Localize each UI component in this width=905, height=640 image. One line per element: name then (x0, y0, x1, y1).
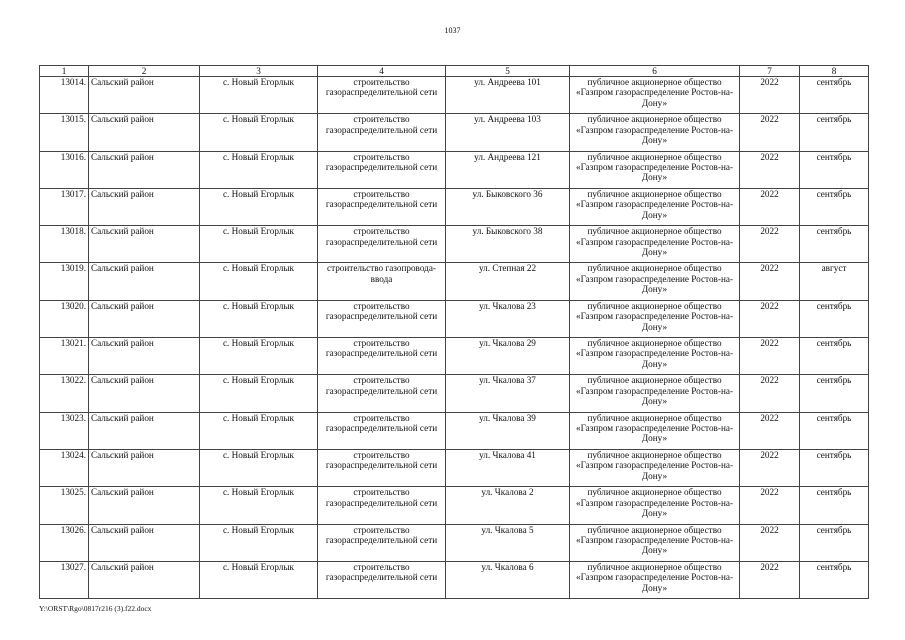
month-cell: сентябрь (800, 151, 869, 188)
header-row (40, 66, 869, 77)
work-type-cell: строительство газораспределительной сети (318, 188, 446, 225)
organization-cell: публичное акционерное общество «Газпром газораспределение Ростов-на-Дону» (570, 77, 740, 114)
row-number: 13014. (40, 77, 89, 114)
district-cell: Сальский район (89, 226, 200, 263)
row-number: 13016. (40, 151, 89, 188)
row-number: 13021. (40, 338, 89, 375)
year-cell: 2022 (740, 114, 800, 151)
month-cell: сентябрь (800, 524, 869, 561)
table-row (40, 561, 869, 598)
address-cell: ул. Чкалова 6 (446, 561, 570, 598)
data-table (39, 65, 869, 599)
year-cell: 2022 (740, 77, 800, 114)
district-cell: Сальский район (89, 114, 200, 151)
address-cell: ул. Чкалова 29 (446, 338, 570, 375)
table-row (40, 77, 869, 114)
address-cell: ул. Быковского 38 (446, 226, 570, 263)
work-type-cell: строительство газопровода-ввода (318, 263, 446, 300)
locality-cell: с. Новый Егорлык (200, 412, 318, 449)
organization-cell: публичное акционерное общество «Газпром газораспределение Ростов-на-Дону» (570, 263, 740, 300)
locality-cell: с. Новый Егорлык (200, 77, 318, 114)
locality-cell: с. Новый Егорлык (200, 114, 318, 151)
table-row (40, 412, 869, 449)
district-cell: Сальский район (89, 561, 200, 598)
work-type-cell: строительство газораспределительной сети (318, 412, 446, 449)
row-number: 13018. (40, 226, 89, 263)
row-number: 13022. (40, 375, 89, 412)
district-cell: Сальский район (89, 151, 200, 188)
month-cell: сентябрь (800, 375, 869, 412)
year-cell: 2022 (740, 375, 800, 412)
month-cell: август (800, 263, 869, 300)
row-number: 13026. (40, 524, 89, 561)
table-row (40, 338, 869, 375)
address-cell: ул. Андреева 121 (446, 151, 570, 188)
table-row (40, 449, 869, 486)
page-number: 1037 (444, 26, 461, 35)
address-cell: ул. Чкалова 41 (446, 449, 570, 486)
district-cell: Сальский район (89, 263, 200, 300)
district-cell: Сальский район (89, 300, 200, 337)
work-type-cell: строительство газораспределительной сети (318, 300, 446, 337)
column-header: 2 (89, 66, 200, 77)
table-body (40, 77, 869, 599)
row-number: 13027. (40, 561, 89, 598)
organization-cell: публичное акционерное общество «Газпром газораспределение Ростов-на-Дону» (570, 151, 740, 188)
organization-cell: публичное акционерное общество «Газпром газораспределение Ростов-на-Дону» (570, 188, 740, 225)
table-row (40, 375, 869, 412)
organization-cell: публичное акционерное общество «Газпром газораспределение Ростов-на-Дону» (570, 300, 740, 337)
locality-cell: с. Новый Егорлык (200, 151, 318, 188)
district-cell: Сальский район (89, 188, 200, 225)
district-cell: Сальский район (89, 449, 200, 486)
year-cell: 2022 (740, 300, 800, 337)
month-cell: сентябрь (800, 226, 869, 263)
column-header: 4 (318, 66, 446, 77)
work-type-cell: строительство газораспределительной сети (318, 226, 446, 263)
month-cell: сентябрь (800, 487, 869, 524)
district-cell: Сальский район (89, 487, 200, 524)
organization-cell: публичное акционерное общество «Газпром газораспределение Ростов-на-Дону» (570, 487, 740, 524)
work-type-cell: строительство газораспределительной сети (318, 487, 446, 524)
organization-cell: публичное акционерное общество «Газпром газораспределение Ростов-на-Дону» (570, 375, 740, 412)
work-type-cell: строительство газораспределительной сети (318, 151, 446, 188)
locality-cell: с. Новый Егорлык (200, 263, 318, 300)
year-cell: 2022 (740, 524, 800, 561)
month-cell: сентябрь (800, 114, 869, 151)
column-header: 7 (740, 66, 800, 77)
address-cell: ул. Чкалова 2 (446, 487, 570, 524)
address-cell: ул. Чкалова 5 (446, 524, 570, 561)
row-number: 13017. (40, 188, 89, 225)
address-cell: ул. Чкалова 23 (446, 300, 570, 337)
column-header: 1 (40, 66, 89, 77)
locality-cell: с. Новый Егорлык (200, 338, 318, 375)
district-cell: Сальский район (89, 338, 200, 375)
year-cell: 2022 (740, 412, 800, 449)
organization-cell: публичное акционерное общество «Газпром газораспределение Ростов-на-Дону» (570, 338, 740, 375)
row-number: 13024. (40, 449, 89, 486)
table-row (40, 524, 869, 561)
district-cell: Сальский район (89, 412, 200, 449)
row-number: 13025. (40, 487, 89, 524)
organization-cell: публичное акционерное общество «Газпром газораспределение Ростов-на-Дону» (570, 449, 740, 486)
month-cell: сентябрь (800, 412, 869, 449)
organization-cell: публичное акционерное общество «Газпром газораспределение Ростов-на-Дону» (570, 114, 740, 151)
work-type-cell: строительство газораспределительной сети (318, 77, 446, 114)
address-cell: ул. Степная 22 (446, 263, 570, 300)
work-type-cell: строительство газораспределительной сети (318, 561, 446, 598)
organization-cell: публичное акционерное общество «Газпром газораспределение Ростов-на-Дону» (570, 412, 740, 449)
locality-cell: с. Новый Егорлык (200, 449, 318, 486)
column-header: 8 (800, 66, 869, 77)
year-cell: 2022 (740, 188, 800, 225)
district-cell: Сальский район (89, 375, 200, 412)
month-cell: сентябрь (800, 188, 869, 225)
work-type-cell: строительство газораспределительной сети (318, 524, 446, 561)
month-cell: сентябрь (800, 77, 869, 114)
table-row (40, 226, 869, 263)
year-cell: 2022 (740, 561, 800, 598)
table-row (40, 300, 869, 337)
address-cell: ул. Чкалова 39 (446, 412, 570, 449)
month-cell: сентябрь (800, 449, 869, 486)
organization-cell: публичное акционерное общество «Газпром газораспределение Ростов-на-Дону» (570, 226, 740, 263)
locality-cell: с. Новый Егорлык (200, 524, 318, 561)
year-cell: 2022 (740, 151, 800, 188)
year-cell: 2022 (740, 449, 800, 486)
work-type-cell: строительство газораспределительной сети (318, 375, 446, 412)
locality-cell: с. Новый Егорлык (200, 375, 318, 412)
row-number: 13023. (40, 412, 89, 449)
locality-cell: с. Новый Егорлык (200, 188, 318, 225)
locality-cell: с. Новый Егорлык (200, 561, 318, 598)
locality-cell: с. Новый Егорлык (200, 226, 318, 263)
month-cell: сентябрь (800, 561, 869, 598)
district-cell: Сальский район (89, 77, 200, 114)
footer-file-path: Y:\ORST\Rgo\0817r216 (3).f22.docx (39, 604, 152, 613)
address-cell: ул. Чкалова 37 (446, 375, 570, 412)
address-cell: ул. Андреева 101 (446, 77, 570, 114)
work-type-cell: строительство газораспределительной сети (318, 449, 446, 486)
table-row (40, 487, 869, 524)
column-header: 3 (200, 66, 318, 77)
locality-cell: с. Новый Егорлык (200, 487, 318, 524)
table-row (40, 263, 869, 300)
work-type-cell: строительство газораспределительной сети (318, 114, 446, 151)
year-cell: 2022 (740, 338, 800, 375)
column-header: 5 (446, 66, 570, 77)
month-cell: сентябрь (800, 338, 869, 375)
work-type-cell: строительство газораспределительной сети (318, 338, 446, 375)
month-cell: сентябрь (800, 300, 869, 337)
organization-cell: публичное акционерное общество «Газпром газораспределение Ростов-на-Дону» (570, 524, 740, 561)
address-cell: ул. Андреева 103 (446, 114, 570, 151)
year-cell: 2022 (740, 226, 800, 263)
table-row (40, 151, 869, 188)
organization-cell: публичное акционерное общество «Газпром газораспределение Ростов-на-Дону» (570, 561, 740, 598)
locality-cell: с. Новый Егорлык (200, 300, 318, 337)
row-number: 13019. (40, 263, 89, 300)
table-row (40, 188, 869, 225)
year-cell: 2022 (740, 487, 800, 524)
row-number: 13020. (40, 300, 89, 337)
district-cell: Сальский район (89, 524, 200, 561)
table-row (40, 114, 869, 151)
column-header: 6 (570, 66, 740, 77)
address-cell: ул. Быковского 36 (446, 188, 570, 225)
year-cell: 2022 (740, 263, 800, 300)
row-number: 13015. (40, 114, 89, 151)
